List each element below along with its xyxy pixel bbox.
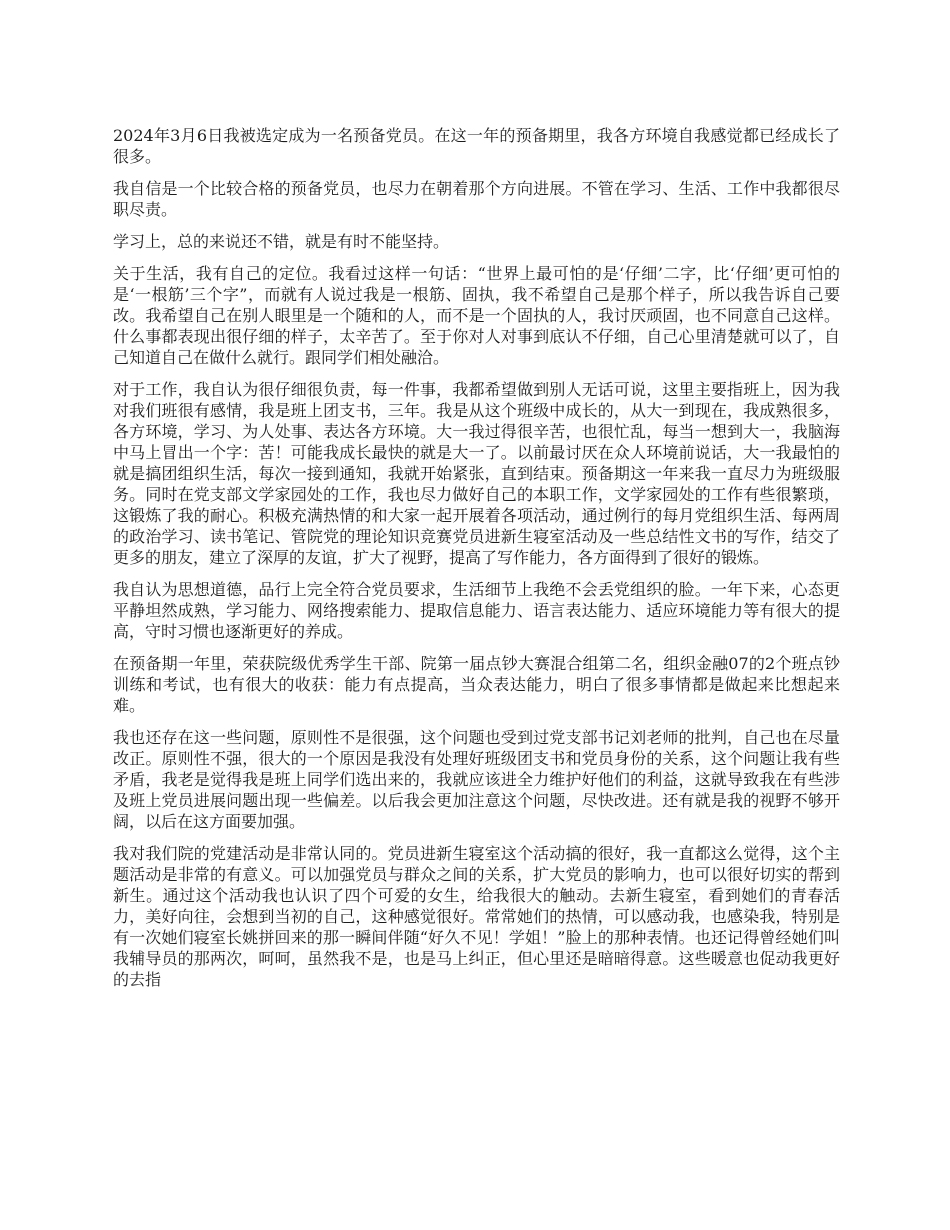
paragraph-achievements: 在预备期一年里，荣获院级优秀学生干部、院第一届点钞大赛混合组第二名，组织金融07的2个班点钞训练和考试，也有很大的收获：能力有点提高，当众表达能力，明白了很多事情都是做起来比想起来难。 <box>113 654 840 715</box>
document-body <box>113 125 840 1001</box>
paragraph-work: 对于工作，我自认为很仔细很负责，每一件事，我都希望做到别人无话可说，这里主要指班上，因为我对我们班很有感情，我是班上团支书，三年。我是从这个班级中成长的，从大一到现在，我成熟很多，各方环境，学习、为人处事、表达各方环境。大一我过得很辛苦，也很忙乱，每当一想到大一，我脑海中马上冒出一个字：苦！可能我成长最快的就是大一了。以前最讨厌在众人环境前说话，大一我最怕的就是搞团组织生活，每次一接到通知，我就开始紧张，直到结束。预备期这一年来我一直尽力为班级服务。同时在党支部文学家园处的工作，我也尽力做好自己的本职工作，文学家园处的工作有些很繁琐，这锻炼了我的耐心。积极充满热情的和大家一起开展着各项活动，通过例行的每月党组织生活、每两周的政治学习、读书笔记、管院党的理论知识竞赛党员进新生寝室活动及一些总结性文书的写作，结交了更多的朋友，建立了深厚的友谊，扩大了视野，提高了写作能力，各方面得到了很好的锻炼。 <box>113 380 840 567</box>
paragraph-party-activities: 我对我们院的党建活动是非常认同的。党员进新生寝室这个活动搞的很好，我一直都这么觉得，这个主题活动是非常的有意义。可以加强党员与群众之间的关系，扩大党员的影响力，也可以很好切实的帮到新生。通过这个活动我也认识了四个可爱的女生，给我很大的触动。去新生寝室，看到她们的青春活力，美好向往，会想到当初的自己，这种感觉很好。常常她们的热情，可以感动我，也感染我，特别是有一次她们寝室长姚拼回来的那一瞬间伴随“好久不见！学姐！”脸上的那种表情。也还记得曾经她们叫我辅导员的那两次，呵呵，虽然我不是，也是马上纠正，但心里还是暗暗得意。这些暖意也促动我更好的去指 <box>113 844 840 989</box>
paragraph-problems: 我也还存在这一些问题，原则性不是很强，这个问题也受到过党支部书记刘老师的批判，自己也在尽量改正。原则性不强，很大的一个原因是我没有处理好班级团支书和党员身份的关系，这个问题让我有些矛盾，我老是觉得我是班上同学们选出来的，我就应该进全力维护好他们的利益，这就导致我在有些涉及班上党员进展问题出现一些偏差。以后我会更加注意这个问题，尽快改进。还有就是我的视野不够开阔，以后在这方面要加强。 <box>113 728 840 831</box>
paragraph-self-assessment: 我自信是一个比较合格的预备党员，也尽力在朝着那个方向进展。不管在学习、生活、工作中我都很尽职尽责。 <box>113 179 840 219</box>
paragraph-study: 学习上，总的来说还不错，就是有时不能坚持。 <box>113 232 450 251</box>
paragraph-ethics: 我自认为思想道德，品行上完全符合党员要求，生活细节上我绝不会丢党组织的脸。一年下来，心态更平静坦然成熟，学习能力、网络搜索能力、提取信息能力、语言表达能力、适应环境能力等有很大的提高，守时习惯也逐渐更好的养成。 <box>113 580 840 641</box>
paragraph-date-intro: 2024年3月6日我被选定成为一名预备党员。在这一年的预备期里，我各方环境自我感觉都已经成长了很多。 <box>113 126 840 166</box>
paragraph-life: 关于生活，我有自己的定位。我看过这样一句话：“世界上最可怕的是‘仔细’二字，比‘仔细’更可怕的是‘一根筋’三个字”，而就有人说过我是一根筋、固执，我不希望自己是那个样子，所以我告诉自己要改。我希望自己在别人眼里是一个随和的人，而不是一个固执的人，我讨厌顽固，也不同意自己这样。什么事都表现出很仔细的样子，太辛苦了。至于你对人对事到底认不仔细，自己心里清楚就可以了，自己知道自己在做什么就行。跟同学们相处融洽。 <box>113 264 840 367</box>
